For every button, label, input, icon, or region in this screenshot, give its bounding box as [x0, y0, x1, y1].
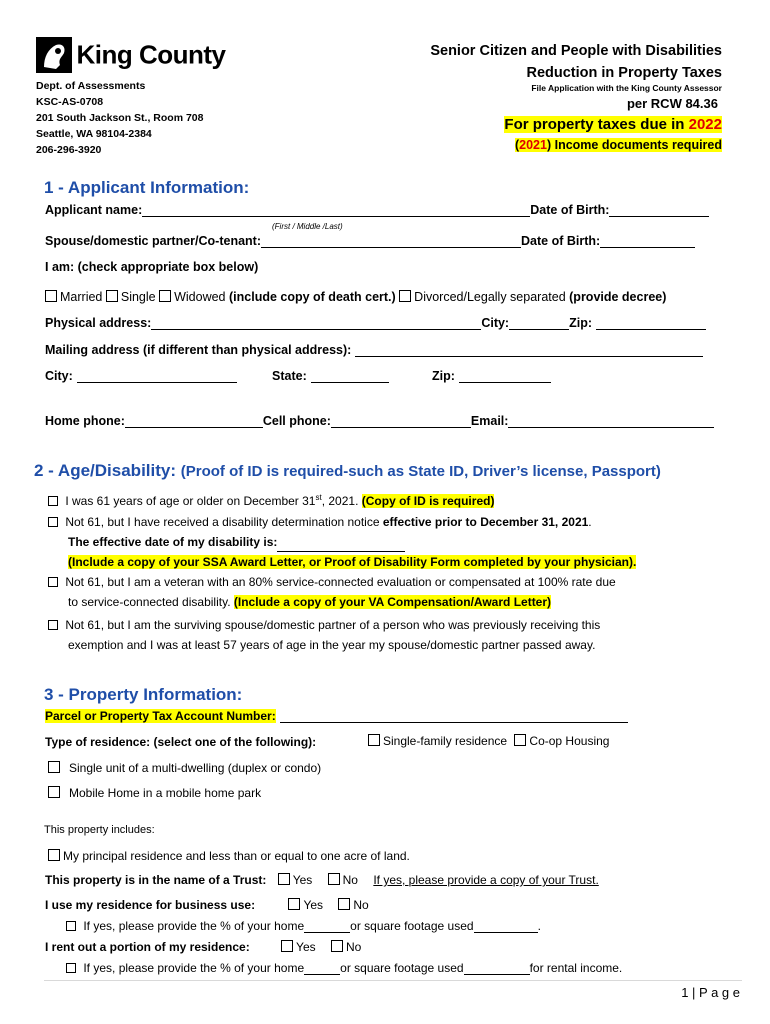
residence-type-label: Type of residence: (select one of the following):	[45, 735, 317, 749]
business-no-checkbox[interactable]	[338, 898, 350, 910]
dept-line: KSC-AS-0708	[36, 96, 104, 108]
income-year: 2021	[519, 138, 547, 152]
logo-text: King County	[76, 39, 226, 70]
king-county-logo-icon	[36, 37, 72, 73]
page-number: 1 | P a g e	[681, 985, 740, 1000]
business-detail-row: If yes, please provide the % of your home or square footage used .	[66, 919, 541, 933]
business-sqft-field[interactable]	[474, 920, 538, 933]
principal-option: My principal residence and less than or equal to one acre of land.	[48, 849, 410, 863]
dept-line: 206-296-3920	[36, 144, 102, 156]
divorced-checkbox[interactable]	[399, 290, 411, 302]
business-detail-checkbox[interactable]	[66, 921, 76, 931]
applicant-name-field[interactable]	[142, 204, 530, 217]
business-row: I use my residence for business use: Yes No	[45, 898, 369, 912]
parcel-row: Parcel or Property Tax Account Number:	[45, 709, 628, 723]
section2-title: 2 - Age/Disability: (Proof of ID is required-such as State ID, Driver’s license, Passport)	[34, 461, 661, 480]
email-field[interactable]	[508, 415, 714, 428]
age-option-3: Not 61, but I am a veteran with an 80% service-connected evaluation or compensated at 100% rate due to service-connected disability. (Include a copy of your VA Compensation/Award Letter)	[48, 572, 616, 612]
mailing-state: State:	[272, 369, 389, 383]
section3-title: 3 - Property Information:	[44, 685, 243, 704]
single-family-checkbox[interactable]	[368, 734, 380, 746]
footer-divider	[44, 980, 742, 981]
age-61-checkbox[interactable]	[48, 496, 58, 506]
age-option-2: Not 61, but I have received a disability determination notice effective prior to December 31, 2021. The effective date of my disability is: (Include a copy of your SSA Award Letter, or Proof of Disability Form completed by your physician).	[48, 512, 636, 572]
coop-checkbox[interactable]	[514, 734, 526, 746]
surviving-spouse-checkbox[interactable]	[48, 620, 58, 630]
physical-address-row: Physical address: City: Zip:	[45, 316, 706, 330]
mailing-zip: Zip:	[432, 369, 551, 383]
rent-row: I rent out a portion of my residence: Yes No	[45, 940, 362, 954]
disability-date-field[interactable]	[277, 539, 405, 552]
phone-row: Home phone: Cell phone: Email:	[45, 414, 714, 428]
name-hint: (First / Middle /Last)	[272, 222, 343, 231]
physical-city-field[interactable]	[509, 317, 569, 330]
rent-no-checkbox[interactable]	[331, 940, 343, 952]
section2-title-note: (Proof of ID is required-such as State ID, Driver’s license, Passport)	[180, 463, 661, 480]
physical-address-field[interactable]	[151, 317, 481, 330]
rent-detail-checkbox[interactable]	[66, 963, 76, 973]
mailing-city-field[interactable]	[77, 370, 237, 383]
rent-percent-field[interactable]	[304, 962, 340, 975]
cell-phone-field[interactable]	[331, 415, 471, 428]
veteran-checkbox[interactable]	[48, 577, 58, 587]
multi-unit-option: Single unit of a multi-dwelling (duplex or condo)	[48, 761, 321, 775]
applicant-dob-field[interactable]	[609, 204, 709, 217]
dept-line: Dept. of Assessments	[36, 80, 146, 92]
trust-yes-checkbox[interactable]	[278, 873, 290, 885]
residence-type-options: Single-family residence Co-op Housing	[368, 734, 609, 748]
trust-row: This property is in the name of a Trust: Yes No If yes, please provide a copy of your Trust.	[45, 873, 599, 887]
file-app-note: File Application with the King County Assessor	[531, 83, 722, 93]
rent-yes-checkbox[interactable]	[281, 940, 293, 952]
dept-line: Seattle, WA 98104-2384	[36, 128, 152, 140]
form-title-block	[430, 40, 722, 84]
dept-line: 201 South Jackson St., Room 708	[36, 112, 204, 124]
marital-status-row: Married Single Widowed (include copy of death cert.) Divorced/Legally separated (provide decree)	[45, 290, 666, 304]
spouse-name-field[interactable]	[261, 235, 521, 248]
spouse-row: Spouse/domestic partner/Co-tenant: Date of Birth:	[45, 234, 695, 248]
rent-detail-row: If yes, please provide the % of your home or square footage used for rental income.	[66, 961, 622, 975]
physical-zip-field[interactable]	[596, 317, 706, 330]
title-line1: Senior Citizen and People with Disabilities	[430, 43, 722, 59]
due-line	[504, 116, 722, 133]
age-option-4: Not 61, but I am the surviving spouse/domestic partner of a person who was previously receiving this exemption and I was at least 57 years of age in the year my spouse/domestic partner passed away.	[48, 615, 600, 655]
disability-checkbox[interactable]	[48, 517, 58, 527]
parcel-number-field[interactable]	[280, 710, 628, 723]
home-phone-field[interactable]	[125, 415, 263, 428]
married-checkbox[interactable]	[45, 290, 57, 302]
title-line2: Reduction in Property Taxes	[526, 65, 722, 81]
mailing-zip-field[interactable]	[459, 370, 551, 383]
due-year: 2022	[688, 116, 722, 133]
king-county-logo	[36, 37, 225, 73]
mobile-home-checkbox[interactable]	[48, 786, 60, 798]
due-prefix: For property taxes due in	[504, 116, 689, 133]
income-line: (2021) Income documents required	[514, 138, 722, 152]
widowed-checkbox[interactable]	[159, 290, 171, 302]
mobile-home-option: Mobile Home in a mobile home park	[48, 786, 261, 800]
single-checkbox[interactable]	[106, 290, 118, 302]
mailing-state-field[interactable]	[311, 370, 389, 383]
business-percent-field[interactable]	[304, 920, 350, 933]
business-yes-checkbox[interactable]	[288, 898, 300, 910]
multi-unit-checkbox[interactable]	[48, 761, 60, 773]
mailing-city-row: City:	[45, 369, 237, 383]
dept-block	[36, 78, 203, 158]
principal-residence-checkbox[interactable]	[48, 849, 60, 861]
rent-sqft-field[interactable]	[464, 962, 530, 975]
applicant-name-row: Applicant name: Date of Birth:	[45, 203, 709, 217]
section1-title: 1 - Applicant Information:	[44, 178, 250, 197]
mailing-address-field[interactable]	[355, 344, 703, 357]
includes-label: This property includes:	[44, 824, 155, 836]
age-option-1: I was 61 years of age or older on December 31st, 2021. (Copy of ID is required)	[48, 488, 494, 511]
mailing-address-row: Mailing address (if different than physical address):	[45, 343, 703, 357]
trust-no-checkbox[interactable]	[328, 873, 340, 885]
spouse-dob-field[interactable]	[600, 235, 695, 248]
rcw-text: per RCW 84.36	[626, 96, 718, 111]
iam-label: I am: (check appropriate box below)	[45, 260, 259, 274]
